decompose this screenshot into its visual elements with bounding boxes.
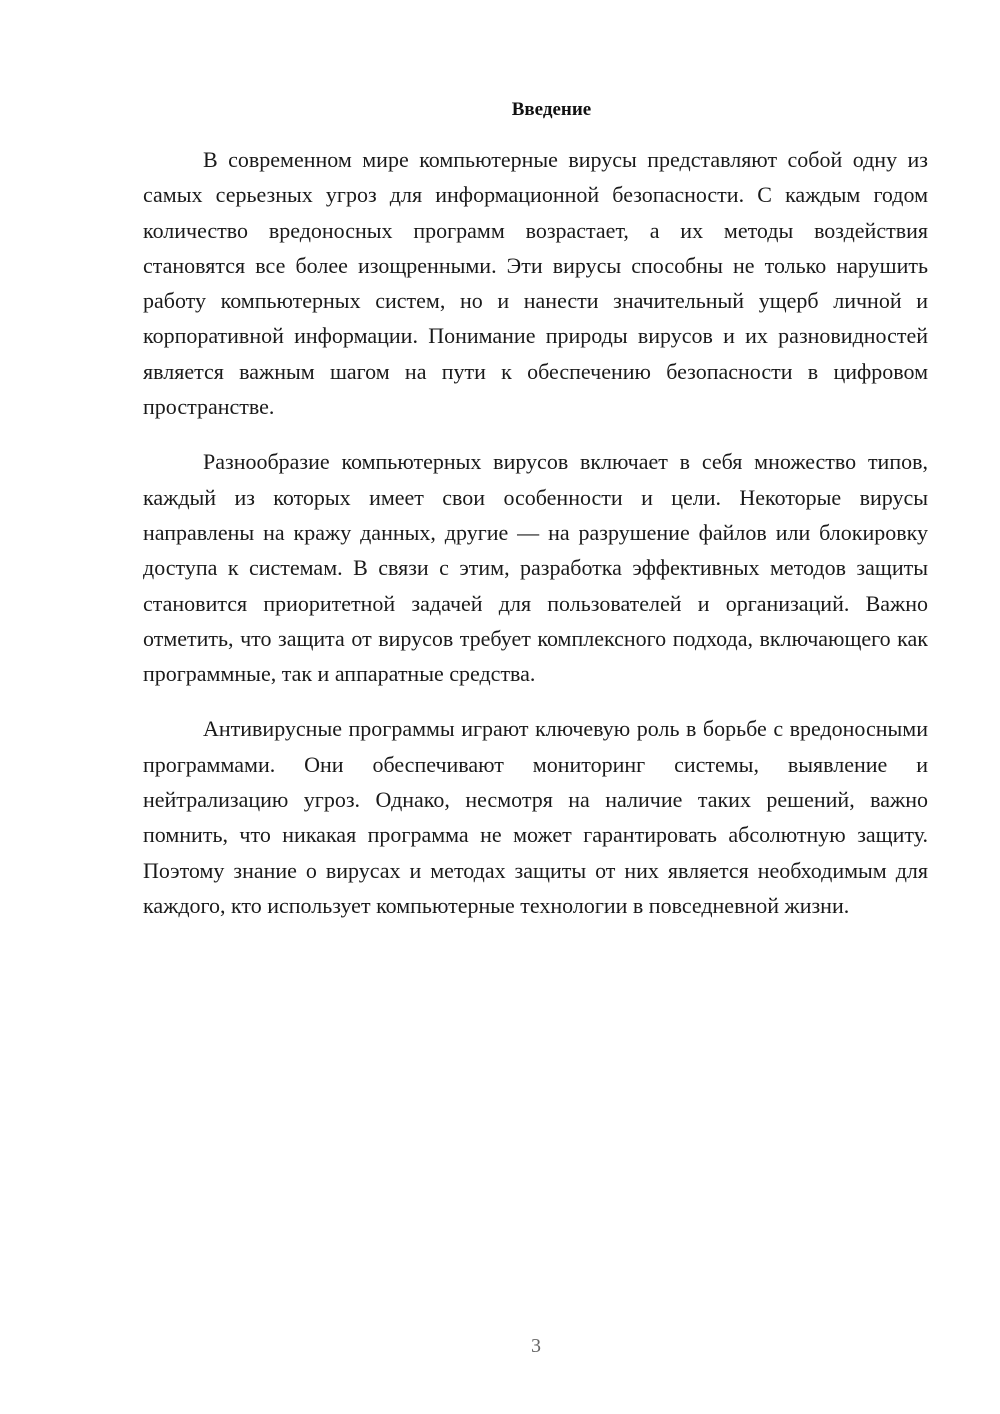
page-content [143,96,928,943]
paragraph-1: В современном мире компьютерные вирусы представляют собой одну из самых серьезных угроз для информационной безопасности. С каждым годом количество вредоносных программ возрастает, а их методы воздействия становятся все более изощренными. Эти вирусы способны не только нарушить работу компьютерных систем, но и нанести значительный ущерб личной и корпоративной информации. Понимание природы вирусов и их разновидностей является важным шагом на пути к обеспечению безопасности в цифровом пространстве. [143,147,928,420]
paragraph-3: Антивирусные программы играют ключевую роль в борьбе с вредоносными программами. Они обеспечивают мониторинг системы, выявление и нейтрализацию угроз. Однако, несмотря на наличие таких решений, важно помнить, что никакая программа не может гарантировать абсолютную защиту. Поэтому знание о вирусах и методах защиты от них является необходимым для каждого, кто использует компьютерные технологии в повседневной жизни. [143,716,928,918]
paragraph-2: Разнообразие компьютерных вирусов включает в себя множество типов, каждый из которых имеет свои особенности и цели. Некоторые вирусы направлены на кражу данных, другие — на разрушение файлов или блокировку доступа к системам. В связи с этим, разработка эффективных методов защиты становится приоритетной задачей для пользователей и организаций. Важно отметить, что защита от вирусов требует комплексного подхода, включающего как программные, так и аппаратные средства. [143,449,928,687]
page-number: 3 [531,1335,541,1357]
section-title: Введение [511,99,592,120]
